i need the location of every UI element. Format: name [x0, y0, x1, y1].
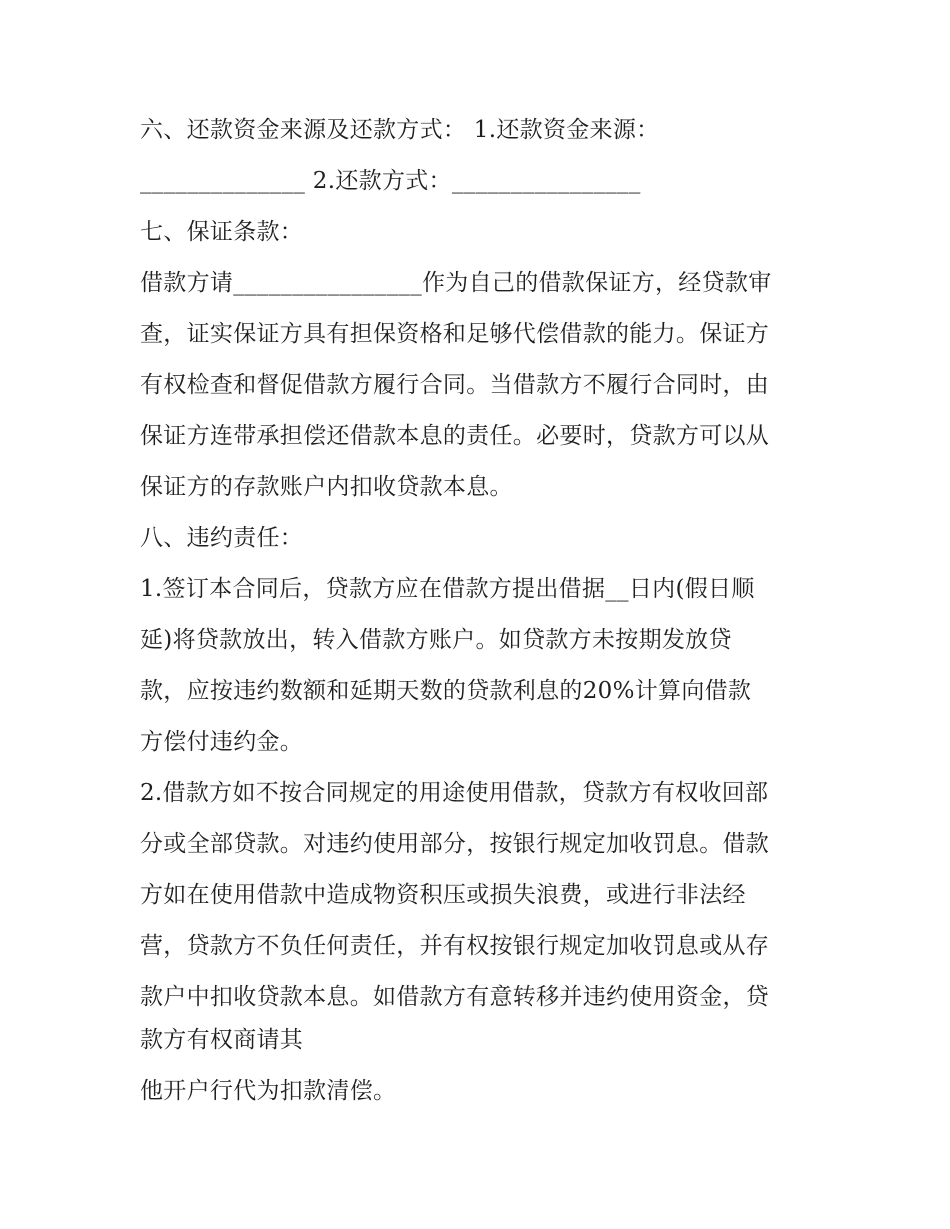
- guarantee-text-line-5: 保证方的存款账户内扣收贷款本息。: [140, 474, 513, 500]
- breach-item-1-line-3: 款，应按违约数额和延期天数的贷款利息的20%计算向借款: [140, 678, 752, 704]
- breach-item-1-line-4: 方偿付违约金。: [140, 729, 304, 755]
- breach-item-1-line-2: 延)将贷款放出，转入借款方账户。如贷款方未按期发放贷: [140, 627, 732, 653]
- guarantee-text-line-2: 查，证实保证方具有担保资格和足够代偿借款的能力。保证方: [140, 321, 770, 347]
- section-8-heading: 八、违约责任：: [140, 525, 304, 551]
- section-7-heading: 七、保证条款：: [140, 219, 304, 245]
- breach-item-2-line-2: 分或全部贷款。对违约使用部分，按银行规定加收罚息。借款: [140, 831, 770, 857]
- breach-item-2-line-5: 款户中扣收贷款本息。如借款方有意转移并违约使用资金，贷: [140, 984, 770, 1010]
- breach-item-2-line-4: 营，贷款方不负任何责任，并有权按银行规定加收罚息或从存: [140, 933, 770, 959]
- breach-item-2-line-1: 2.借款方如不按合同规定的用途使用借款，贷款方有权收回部: [140, 780, 769, 806]
- guarantee-text-line-4: 保证方连带承担偿还借款本息的责任。必要时，贷款方可以从: [140, 423, 770, 449]
- breach-item-2-line-3: 方如在使用借款中造成物资积压或损失浪费，或进行非法经: [140, 882, 746, 908]
- guarantee-text-line-1: 借款方请________________作为自己的借款保证方，经贷款审: [140, 270, 772, 296]
- breach-item-2-line-7: 他开户行代为扣款清偿。: [140, 1078, 397, 1104]
- breach-item-1-line-1: 1.签订本合同后，贷款方应在借款方提出借据__日内(假日顺: [140, 576, 755, 602]
- repayment-method-line: ______________ 2.还款方式：________________: [140, 168, 641, 194]
- section-6-heading-line: 六、还款资金来源及还款方式： 1.还款资金来源：: [140, 117, 660, 143]
- guarantee-text-line-3: 有权检查和督促借款方履行合同。当借款方不履行合同时，由: [140, 372, 770, 398]
- breach-item-2-line-6: 款方有权商请其: [140, 1027, 304, 1053]
